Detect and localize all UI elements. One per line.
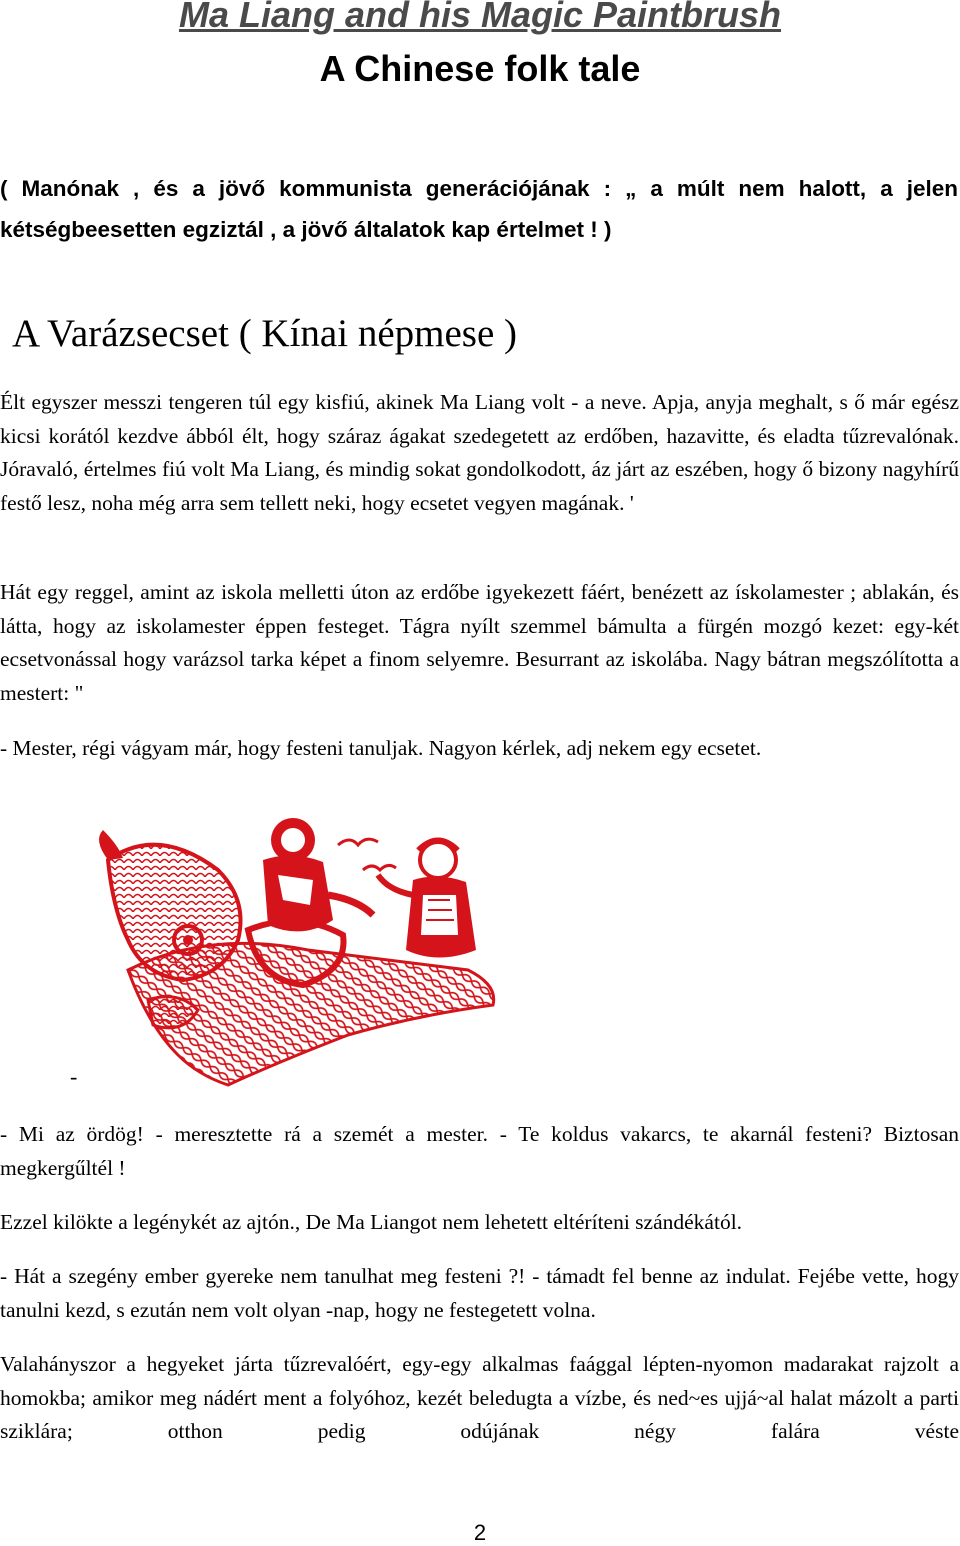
paragraph: - Mester, régi vágyam már, hogy festeni tanuljak. Nagyon kérlek, adj nekem egy ecsetet. [0,736,762,760]
bird-shape [363,865,396,870]
paragraph: Élt egyszer messzi tengeren túl egy kisfiú, akinek Ma Liang volt - a neve. Apja, anyja meghalt, s ő már egész kicsi korától kezdve ábból élt, hogy száraz ágakat szedegetett az erdőben, hazavitte, és eladta tűzrevalónak. Jóravaló, értelmes fiú volt Ma Liang, és mindig sokat gondolkodott, áz járt az eszében, hogy ő bizony nagyhírű festő lesz, noha még arra sem tellett neki, hogy ecsetet vegyen magának. ' [0,390,959,515]
image-dash: - [70,1064,78,1089]
figure-woman [378,840,476,958]
hungarian-title: A Varázsecset ( Kínai népmese ) [12,312,518,355]
bird-shape [338,839,378,845]
paragraph: - Hát a szegény ember gyereke nem tanulhat meg festeni ?! - támadt fel benne az indulat. Fejébe vette, hogy tanulni kezd, s ezután nem volt olyan -nap, hogy ne festegetett volna. [0,1264,959,1322]
paragraph: Ezzel kilökte a legénykét az ajtón., De Ma Liangot nem lehetett eltéríteni szándékától. [0,1210,743,1234]
paragraph: - Mi az ördög! - meresztette rá a szemét a mester. - Te koldus vakarcs, te akarnál festeni? Biztosan megkergűltél ! [0,1122,959,1180]
page-number: 2 [473,1520,487,1545]
story-title: Ma Liang and his Magic Paintbrush [178,0,782,35]
paragraph: Hát egy reggel, amint az iskola melletti úton az erdőbe igyekezett fáért, benézett az ískolamester ; ablakán, és látta, hogy az iskolamester éppen festeget. Tágra nyílt szemmel bámulta a fürgén mozgó kezet: egy-két ecsetvonással hogy varázsol tarka képet a finom selyemre. Besurrant az iskolába. Nagy bátran megszólította a mestert: " [0,580,959,705]
paragraph: Valahányszor a hegyeket járta tűzrevalóért, egy-egy alkalmas faággal lépten-nyomon madarakat rajzolt a homokba; amikor meg nádért ment a folyóhoz, kezét beledugta a vízbe, és ned~es ujjá~al halat mázolt a parti sziklára; otthon pedig odújának négy falára véste [0,1352,959,1444]
dedication-text: ( Manónak , és a jövő kommunista generációjának : „ a múlt nem halott, a jelen kétségbeesetten egziztál , a jövő általatok kap értelmet ! ) [0,176,958,242]
papercut-illustration [88,800,512,1088]
story-subtitle: A Chinese folk tale [319,48,641,89]
